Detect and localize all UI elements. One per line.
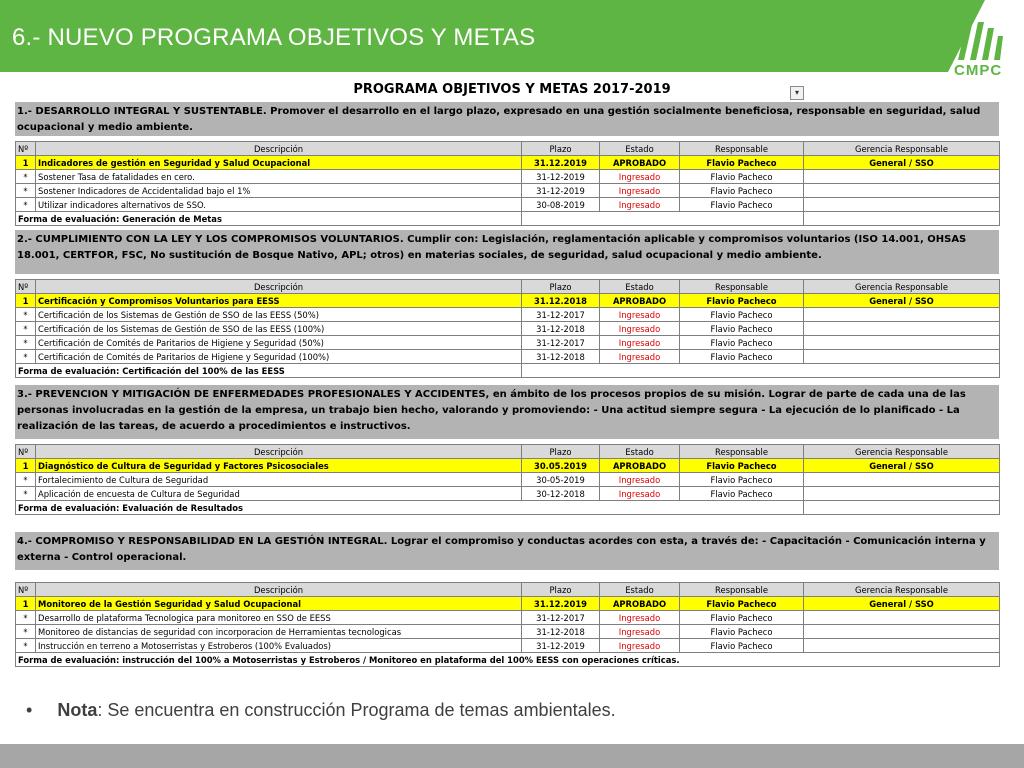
cell-plazo: 31-12-2018 xyxy=(522,625,600,639)
objective-section-1 xyxy=(15,102,999,226)
footer-bar xyxy=(0,744,1024,768)
bullet-icon: • xyxy=(26,700,33,720)
cell-plazo: 31-12-2018 xyxy=(522,350,600,364)
objectives-table xyxy=(15,279,1000,378)
cell-estado: Ingresado xyxy=(600,611,680,625)
cell-responsable: Flavio Pacheco xyxy=(680,473,804,487)
cell-responsable: Flavio Pacheco xyxy=(680,322,804,336)
table-header-row xyxy=(16,280,1000,294)
cell-responsable: Flavio Pacheco xyxy=(680,336,804,350)
footnote xyxy=(26,700,616,721)
table-row xyxy=(16,639,1000,653)
cell-responsable: Flavio Pacheco xyxy=(680,198,804,212)
cell-plazo: 31-12-2017 xyxy=(522,611,600,625)
cell-estado: Ingresado xyxy=(600,473,680,487)
cell-gerencia xyxy=(804,473,1000,487)
slide-title: 6.- NUEVO PROGRAMA OBJETIVOS Y METAS xyxy=(12,24,536,51)
table-row xyxy=(16,170,1000,184)
cell-gerencia xyxy=(804,625,1000,639)
table-row xyxy=(16,198,1000,212)
cell-desc: Sostener Indicadores de Accidentalidad bajo el 1% xyxy=(36,184,522,198)
table-row xyxy=(16,350,1000,364)
table-row xyxy=(16,294,1000,308)
cell-estado: Ingresado xyxy=(600,350,680,364)
cmpc-logo-icon xyxy=(950,6,1010,70)
cell-plazo: 31-12-2019 xyxy=(522,170,600,184)
col-header-plazo: Plazo xyxy=(522,583,600,597)
cell-num: * xyxy=(16,350,36,364)
evaluation-text: Forma de evaluación: Generación de Metas xyxy=(16,212,522,226)
cell-num: * xyxy=(16,170,36,184)
cell-gerencia xyxy=(804,322,1000,336)
note-text: : Se encuentra en construcción Programa de temas ambientales. xyxy=(97,700,616,720)
cell-num: * xyxy=(16,308,36,322)
table-row xyxy=(16,184,1000,198)
cell-plazo: 31.12.2018 xyxy=(522,294,600,308)
cell-estado: Ingresado xyxy=(600,625,680,639)
cell-plazo: 30-08-2019 xyxy=(522,198,600,212)
cell-gerencia: General / SSO xyxy=(804,156,1000,170)
cell-responsable: Flavio Pacheco xyxy=(680,156,804,170)
col-header-plazo: Plazo xyxy=(522,142,600,156)
table-row xyxy=(16,473,1000,487)
cell-estado: Ingresado xyxy=(600,184,680,198)
evaluation-row xyxy=(16,364,1000,378)
table-row xyxy=(16,597,1000,611)
cell-plazo: 31.12.2019 xyxy=(522,156,600,170)
col-header-gerencia: Gerencia Responsable xyxy=(804,142,1000,156)
cell-responsable: Flavio Pacheco xyxy=(680,459,804,473)
col-header-desc: Descripción xyxy=(36,142,522,156)
cell-estado: Ingresado xyxy=(600,308,680,322)
col-header-responsable: Responsable xyxy=(680,445,804,459)
table-row xyxy=(16,625,1000,639)
cell-responsable: Flavio Pacheco xyxy=(680,611,804,625)
col-header-desc: Descripción xyxy=(36,445,522,459)
cell-desc: Diagnóstico de Cultura de Seguridad y Factores Psicosociales xyxy=(36,459,522,473)
cell-num: * xyxy=(16,487,36,501)
program-title: PROGRAMA OBJETIVOS Y METAS 2017-2019 xyxy=(353,82,671,97)
cell-gerencia xyxy=(804,639,1000,653)
cell-responsable: Flavio Pacheco xyxy=(680,308,804,322)
cell-gerencia xyxy=(804,487,1000,501)
cell-desc: Certificación de Comités de Paritarios de Higiene y Seguridad (50%) xyxy=(36,336,522,350)
col-header-estado: Estado xyxy=(600,583,680,597)
evaluation-row xyxy=(16,212,1000,226)
table-row xyxy=(16,611,1000,625)
evaluation-text: Forma de evaluación: Certificación del 100% de las EESS xyxy=(16,364,522,378)
table-row xyxy=(16,487,1000,501)
cell-num: * xyxy=(16,473,36,487)
table-header-row xyxy=(16,583,1000,597)
cell-plazo: 31-12-2019 xyxy=(522,184,600,198)
cell-estado: Ingresado xyxy=(600,487,680,501)
cell-plazo: 31-12-2017 xyxy=(522,336,600,350)
cell-responsable: Flavio Pacheco xyxy=(680,625,804,639)
evaluation-text: Forma de evaluación: Evaluación de Resultados xyxy=(16,501,804,515)
cell-responsable: Flavio Pacheco xyxy=(680,294,804,308)
filter-dropdown-icon[interactable]: ▾ xyxy=(790,86,804,100)
cell-num: * xyxy=(16,198,36,212)
evaluation-text: Forma de evaluación: instrucción del 100% a Motoserristas y Estroberos / Monitoreo en plataforma del 100% EESS con operaciones críticas. xyxy=(16,653,1000,667)
cell-responsable: Flavio Pacheco xyxy=(680,184,804,198)
section-header: 1.- DESARROLLO INTEGRAL Y SUSTENTABLE. Promover el desarrollo en el largo plazo, expresado en una gestión socialmente beneficiosa, responsable en seguridad, salud ocupacional y medio ambiente. xyxy=(15,102,999,136)
section-header: 2.- CUMPLIMIENTO CON LA LEY Y LOS COMPROMISOS VOLUNTARIOS. Cumplir con: Legislación, reglamentación aplicable y compromisos voluntarios (ISO 14.001, OHSAS 18.001, CERTFOR, FSC, No sustitución de Bosque Nativo, APL; otros) en materias sociales, de seguridad, salud ocupacional y medio ambiente. xyxy=(15,230,999,274)
cell-desc: Fortalecimiento de Cultura de Seguridad xyxy=(36,473,522,487)
table-row xyxy=(16,322,1000,336)
cell-plazo: 31-12-2017 xyxy=(522,308,600,322)
cell-num: 1 xyxy=(16,156,36,170)
col-header-estado: Estado xyxy=(600,445,680,459)
cell-estado: Ingresado xyxy=(600,198,680,212)
objective-section-4 xyxy=(15,532,999,667)
section-header: 4.- COMPROMISO Y RESPONSABILIDAD EN LA GESTIÓN INTEGRAL. Lograr el compromiso y conductas acordes con esta, a través de: - Capacitación - Comunicación interna y externa - Control operacional. xyxy=(15,532,999,570)
cell-estado: APROBADO xyxy=(600,597,680,611)
col-header-num: Nº xyxy=(16,280,36,294)
cell-desc: Desarrollo de plataforma Tecnologica para monitoreo en SSO de EESS xyxy=(36,611,522,625)
evaluation-row xyxy=(16,501,1000,515)
cell-gerencia xyxy=(804,611,1000,625)
cell-plazo: 31.12.2019 xyxy=(522,597,600,611)
cell-desc: Sostener Tasa de fatalidades en cero. xyxy=(36,170,522,184)
cell-gerencia xyxy=(804,336,1000,350)
cell-estado: Ingresado xyxy=(600,639,680,653)
cell-num: * xyxy=(16,184,36,198)
cell-num: * xyxy=(16,625,36,639)
cell-gerencia: General / SSO xyxy=(804,294,1000,308)
cell-responsable: Flavio Pacheco xyxy=(680,350,804,364)
cell-estado: APROBADO xyxy=(600,156,680,170)
cell-estado: APROBADO xyxy=(600,294,680,308)
col-header-responsable: Responsable xyxy=(680,583,804,597)
table-row xyxy=(16,308,1000,322)
cell-estado: Ingresado xyxy=(600,322,680,336)
cell-desc: Aplicación de encuesta de Cultura de Seguridad xyxy=(36,487,522,501)
col-header-num: Nº xyxy=(16,142,36,156)
cell-estado: Ingresado xyxy=(600,336,680,350)
col-header-desc: Descripción xyxy=(36,583,522,597)
cell-num: 1 xyxy=(16,459,36,473)
objective-section-3 xyxy=(15,385,999,515)
cell-num: 1 xyxy=(16,597,36,611)
col-header-plazo: Plazo xyxy=(522,445,600,459)
col-header-responsable: Responsable xyxy=(680,142,804,156)
cell-gerencia xyxy=(804,170,1000,184)
cell-desc: Certificación de los Sistemas de Gestión de SSO de las EESS (100%) xyxy=(36,322,522,336)
cell-desc: Indicadores de gestión en Seguridad y Salud Ocupacional xyxy=(36,156,522,170)
cell-plazo: 30-05-2019 xyxy=(522,473,600,487)
cell-responsable: Flavio Pacheco xyxy=(680,487,804,501)
cell-plazo: 30-12-2018 xyxy=(522,487,600,501)
col-header-plazo: Plazo xyxy=(522,280,600,294)
col-header-responsable: Responsable xyxy=(680,280,804,294)
cell-plazo: 31-12-2018 xyxy=(522,322,600,336)
col-header-num: Nº xyxy=(16,583,36,597)
cell-desc: Certificación de Comités de Paritarios de Higiene y Seguridad (100%) xyxy=(36,350,522,364)
table-row xyxy=(16,459,1000,473)
cell-estado: Ingresado xyxy=(600,170,680,184)
cell-desc: Instrucción en terreno a Motoserristas y Estroberos (100% Evaluados) xyxy=(36,639,522,653)
table-header-row xyxy=(16,142,1000,156)
table-header-row xyxy=(16,445,1000,459)
col-header-gerencia: Gerencia Responsable xyxy=(804,445,1000,459)
cell-num: * xyxy=(16,639,36,653)
cell-num: * xyxy=(16,322,36,336)
cell-desc: Monitoreo de la Gestión Seguridad y Salud Ocupacional xyxy=(36,597,522,611)
cell-desc: Monitoreo de distancias de seguridad con incorporacion de Herramientas tecnologicas xyxy=(36,625,522,639)
col-header-estado: Estado xyxy=(600,142,680,156)
cell-responsable: Flavio Pacheco xyxy=(680,597,804,611)
col-header-estado: Estado xyxy=(600,280,680,294)
section-header: 3.- PREVENCION Y MITIGACIÓN DE ENFERMEDADES PROFESIONALES Y ACCIDENTES, en ámbito de los procesos propios de su misión. Lograr de parte de cada una de las personas involucradas en la gestión de la empresa, un trabajo bien hecho, valorando y promoviendo: - Una actitud siempre segura - La ejecución de lo planificado - La realización de las tareas, de acuerdo a procedimientos e instructivos. xyxy=(15,385,999,439)
objectives-table xyxy=(15,582,1000,667)
table-row xyxy=(16,156,1000,170)
note-label: Nota xyxy=(57,700,98,720)
objectives-table xyxy=(15,141,1000,226)
objectives-table xyxy=(15,444,1000,515)
evaluation-row xyxy=(16,653,1000,667)
cell-gerencia: General / SSO xyxy=(804,597,1000,611)
cell-gerencia xyxy=(804,350,1000,364)
cell-plazo: 30.05.2019 xyxy=(522,459,600,473)
cell-plazo: 31-12-2019 xyxy=(522,639,600,653)
cell-responsable: Flavio Pacheco xyxy=(680,170,804,184)
cell-gerencia xyxy=(804,184,1000,198)
cell-gerencia xyxy=(804,198,1000,212)
cell-num: * xyxy=(16,611,36,625)
col-header-gerencia: Gerencia Responsable xyxy=(804,280,1000,294)
cell-desc: Certificación de los Sistemas de Gestión de SSO de las EESS (50%) xyxy=(36,308,522,322)
col-header-num: Nº xyxy=(16,445,36,459)
col-header-desc: Descripción xyxy=(36,280,522,294)
cell-num: * xyxy=(16,336,36,350)
logo-text: CMPC xyxy=(954,62,1003,79)
cell-gerencia: General / SSO xyxy=(804,459,1000,473)
cell-num: 1 xyxy=(16,294,36,308)
cell-responsable: Flavio Pacheco xyxy=(680,639,804,653)
cell-estado: APROBADO xyxy=(600,459,680,473)
table-row xyxy=(16,336,1000,350)
cell-desc: Certificación y Compromisos Voluntarios para EESS xyxy=(36,294,522,308)
objective-section-2 xyxy=(15,230,999,378)
cell-desc: Utilizar indicadores alternativos de SSO. xyxy=(36,198,522,212)
cell-gerencia xyxy=(804,308,1000,322)
col-header-gerencia: Gerencia Responsable xyxy=(804,583,1000,597)
